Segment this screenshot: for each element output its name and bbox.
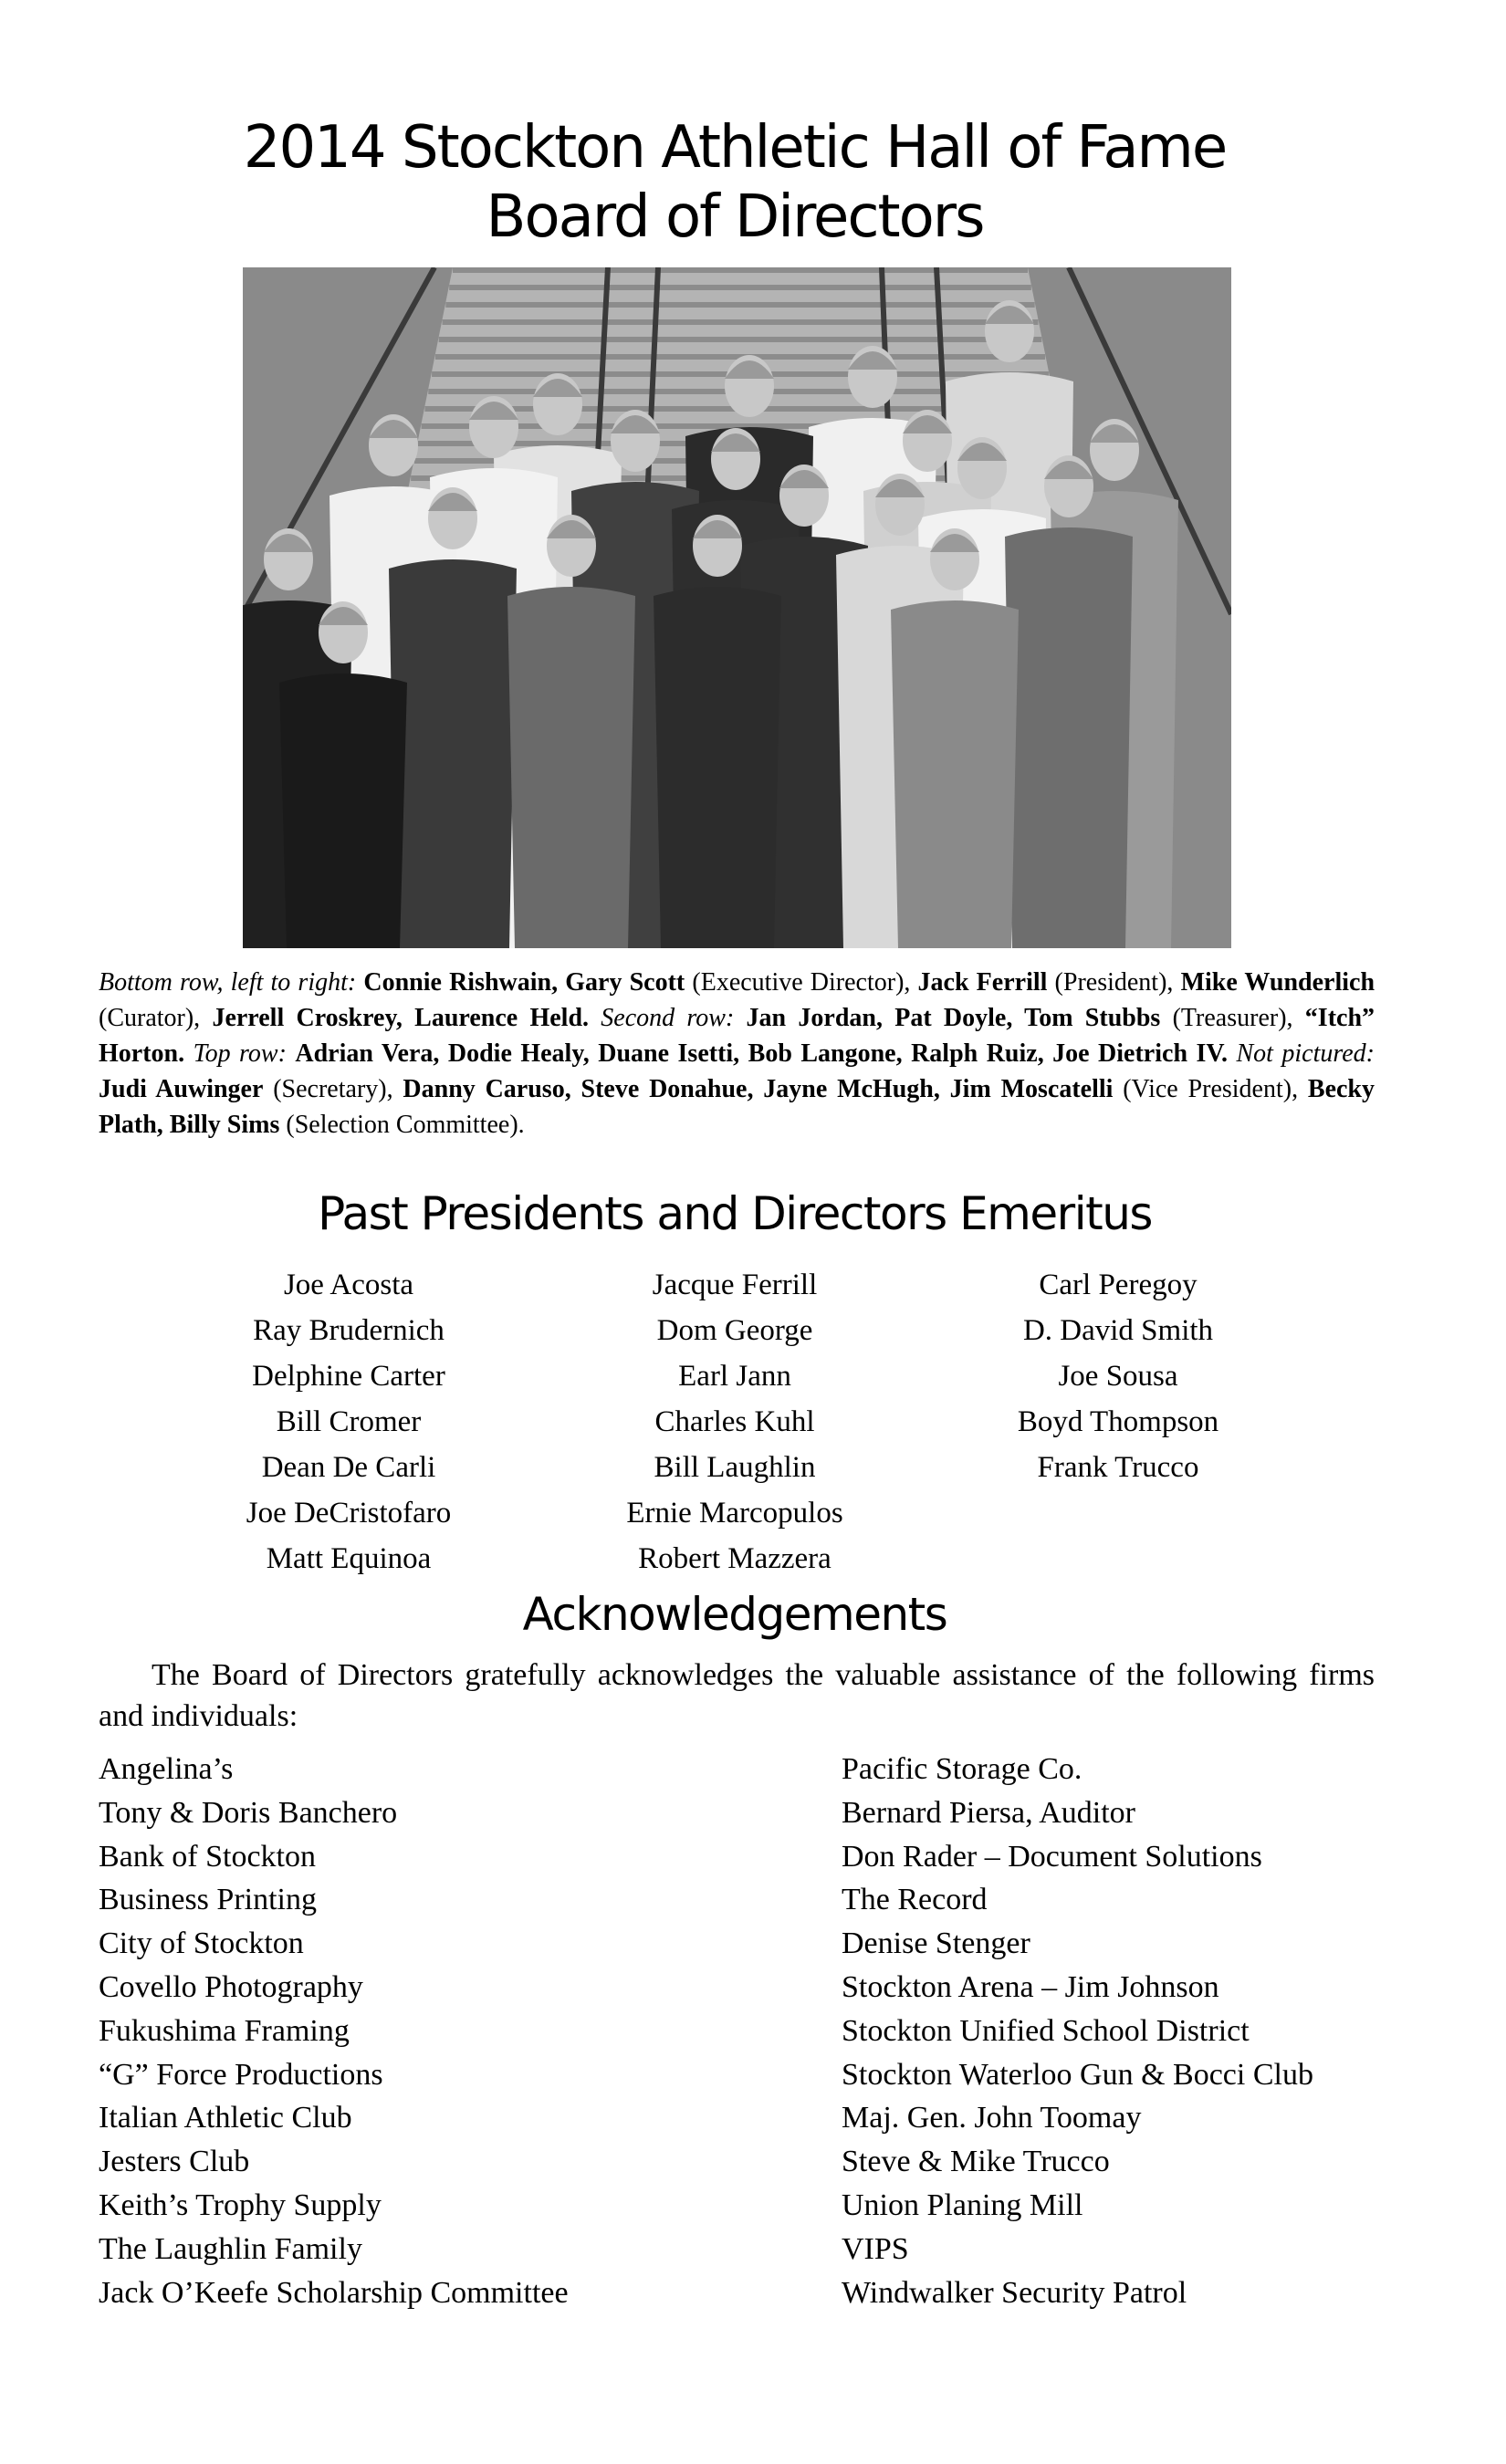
caption-segment-normal: (President), (1047, 968, 1181, 997)
photo-person-body (1005, 527, 1133, 948)
photo-person-body (891, 600, 1019, 948)
caption-segment-normal: (Selection Committee). (279, 1111, 525, 1139)
photo-stair-step (445, 302, 1034, 308)
caption-segment-bold: Jerrell Croskrey, Laurence Held. (212, 1004, 590, 1032)
acknowledgement-item: The Record (842, 1883, 988, 1917)
caption-segment-bold: Adrian Vera, Dodie Healy, Duane Isetti, Bob Langone, Ralph Ruiz, Joe Dietrich IV. (295, 1039, 1228, 1068)
caption-segment-italic: Not pictured: (1228, 1039, 1375, 1068)
past-president-name: Matt Equinoa (266, 1542, 432, 1575)
acknowledgement-item: Denise Stenger (842, 1926, 1030, 1961)
past-presidents-heading: Past Presidents and Directors Emeritus (318, 1187, 1152, 1240)
past-president-name: Dean De Carli (261, 1451, 436, 1484)
photo-illustration (243, 267, 1231, 948)
acknowledgement-item: Stockton Arena – Jim Johnson (842, 1969, 1219, 2004)
acknowledgement-item: Jesters Club (99, 2145, 250, 2179)
past-president-name: Robert Mazzera (638, 1542, 831, 1575)
past-president-name: Joe Sousa (1058, 1360, 1178, 1393)
acknowledgement-item: Keith’s Trophy Supply (99, 2187, 382, 2222)
past-presidents-column-3 (908, 1262, 1328, 1490)
caption-segment-bold: Mike Wunderlich (1180, 968, 1375, 997)
past-president-name: Bill Cromer (276, 1405, 422, 1438)
acknowledgement-item: Tony & Doris Banchero (99, 1795, 398, 1830)
acknowledgement-item: Fukushima Framing (99, 2013, 350, 2048)
past-president-name: Jacque Ferrill (652, 1269, 818, 1301)
past-president-name: Carl Peregoy (1039, 1269, 1197, 1301)
caption-segment-bold: Jan Jordan, Pat Doyle, Tom Stubbs (746, 1004, 1161, 1032)
acknowledgement-item: Bank of Stockton (99, 1839, 316, 1874)
photo-stair-step (449, 285, 1031, 290)
caption-segment-bold: Connie Rishwain, Gary Scott (363, 968, 685, 997)
past-president-name: Bill Laughlin (654, 1451, 816, 1484)
acknowledgements-left-column (99, 1748, 569, 2314)
acknowledgements-right-column (842, 1748, 1313, 2314)
acknowledgements-intro: The Board of Directors gratefully acknowledges the valuable assistance of the following firms and individuals: (99, 1658, 1375, 1733)
photo-person-body (279, 673, 407, 948)
past-president-name: Boyd Thompson (1017, 1405, 1219, 1438)
acknowledgement-item: Steve & Mike Trucco (842, 2145, 1110, 2179)
acknowledgement-item: Union Planing Mill (842, 2187, 1083, 2222)
past-president-name: D. David Smith (1022, 1314, 1214, 1347)
page-title-line-1: 2014 Stockton Athletic Hall of Fame (243, 114, 1227, 182)
acknowledgement-item: “G” Force Productions (99, 2057, 383, 2092)
photo-person-body (389, 559, 517, 948)
acknowledgements-heading: Acknowledgements (522, 1588, 947, 1641)
acknowledgement-item: City of Stockton (99, 1926, 304, 1961)
acknowledgement-item: Maj. Gen. John Toomay (842, 2101, 1142, 2135)
photo-person-body (654, 587, 781, 948)
past-president-name: Charles Kuhl (654, 1405, 815, 1438)
past-presidents-column-1 (139, 1262, 559, 1582)
past-president-name: Earl Jann (678, 1360, 791, 1393)
acknowledgement-item: Business Printing (99, 1883, 317, 1917)
caption-segment-bold: Judi Auwinger (99, 1075, 264, 1103)
caption-segment-bold: Danny Caruso, Steve Donahue, Jayne McHugh, Jim Moscatelli (403, 1075, 1114, 1103)
caption-segment-italic: Bottom row, left to right: (99, 968, 364, 997)
caption-segment-normal: (Executive Director), (685, 968, 918, 997)
past-president-name: Joe Acosta (283, 1269, 414, 1301)
acknowledgement-item: The Laughlin Family (99, 2231, 362, 2266)
photo-person-body (507, 587, 635, 948)
caption-segment-italic: Top row: (184, 1039, 296, 1068)
past-president-name: Joe DeCristofaro (246, 1497, 452, 1530)
caption-segment-italic: Second row: (589, 1004, 747, 1032)
page-title-line-2: Board of Directors (486, 183, 984, 251)
caption-segment-bold: “Itch” Horton. (99, 1004, 1375, 1068)
acknowledgement-item: Bernard Piersa, Auditor (842, 1795, 1135, 1830)
past-president-name: Dom George (656, 1314, 813, 1347)
caption-segment-bold: Becky Plath, Billy Sims (99, 1075, 1375, 1139)
photo-stair-step (443, 319, 1039, 325)
past-presidents-column-2 (525, 1262, 945, 1582)
photo-caption (99, 965, 1375, 1143)
acknowledgement-item: VIPS (842, 2231, 909, 2266)
past-president-name: Ernie Marcopulos (626, 1497, 843, 1530)
acknowledgement-item: Angelina’s (99, 1752, 234, 1786)
acknowledgement-item: Windwalker Security Patrol (842, 2275, 1187, 2310)
acknowledgement-item: Pacific Storage Co. (842, 1752, 1082, 1786)
acknowledgement-item: Italian Athletic Club (99, 2101, 352, 2135)
photo-stair-step (439, 337, 1042, 342)
acknowledgement-item: Stockton Waterloo Gun & Bocci Club (842, 2057, 1313, 2092)
caption-segment-bold: Jack Ferrill (917, 968, 1048, 997)
caption-segment-normal: (Vice President), (1113, 1075, 1308, 1103)
page-title (0, 113, 1469, 252)
acknowledgement-item: Jack O’Keefe Scholarship Committee (99, 2275, 569, 2310)
acknowledgement-item: Stockton Unified School District (842, 2013, 1250, 2048)
past-presidents-list (0, 1262, 1506, 1591)
past-president-name: Delphine Carter (252, 1360, 445, 1393)
acknowledgement-item: Covello Photography (99, 1969, 363, 2004)
caption-segment-normal: (Secretary), (263, 1075, 403, 1103)
acknowledgement-item: Don Rader – Document Solutions (842, 1839, 1262, 1874)
past-president-name: Ray Brudernich (253, 1314, 444, 1347)
photo-stair-step (453, 267, 1028, 273)
caption-segment-normal: (Curator), (99, 1004, 213, 1032)
past-president-name: Frank Trucco (1037, 1451, 1199, 1484)
board-group-photo (243, 267, 1231, 948)
caption-segment-normal: (Treasurer), (1160, 1004, 1305, 1032)
